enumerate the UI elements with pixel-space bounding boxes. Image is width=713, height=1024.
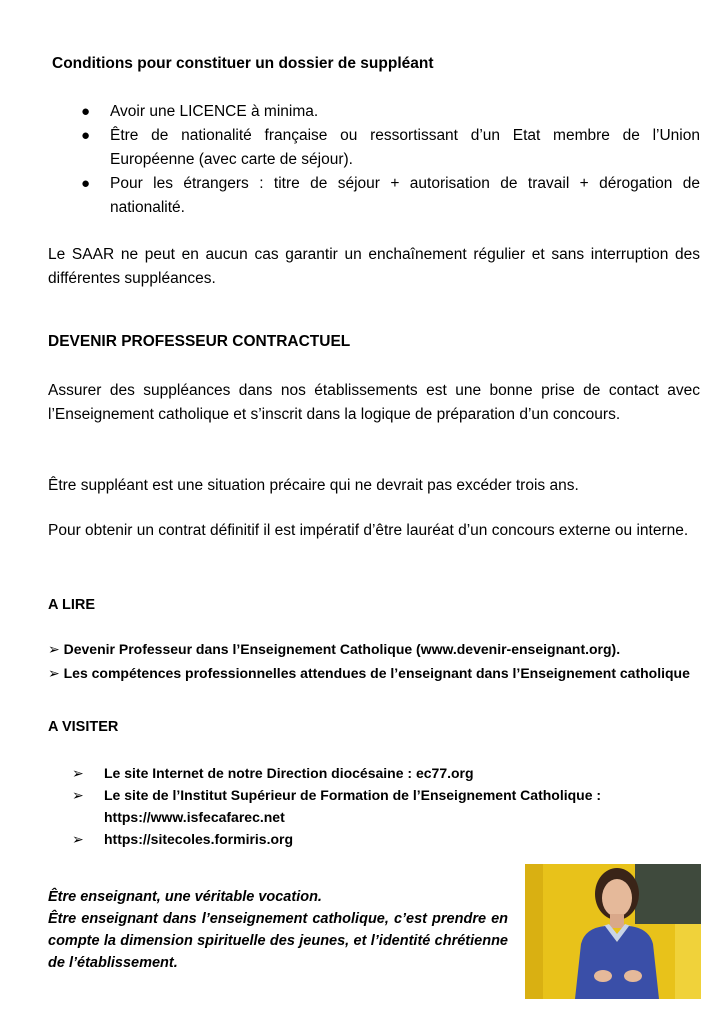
closing-line: Être enseignant, une véritable vocation.: [48, 889, 322, 905]
conditions-heading: Conditions pour constituer un dossier de suppléant: [52, 55, 434, 72]
chevron-right-icon: ➢: [72, 765, 84, 781]
devenir-paragraph: Pour obtenir un contrat définitif il est impératif d’être lauréat d’un concours externe ou interne.: [48, 522, 689, 539]
closing-line: Être enseignant dans l’enseignement catholique, c’est prendre en compte la dimension spirituelle des jeunes, et l’identité chrétienne de l’établissement.: [48, 911, 508, 971]
list-item: ● Être de nationalité française ou ressortissant d’un Etat membre de l’Union Européenne (avec carte de séjour).: [48, 124, 700, 172]
chevron-right-icon: ➢: [72, 831, 84, 847]
list-item: ➢ Le site Internet de notre Direction diocésaine : ec77.org: [48, 762, 668, 784]
devenir-paragraph: Assurer des suppléances dans nos établissements est une bonne prise de contact avec l’Enseignement catholique et s’inscrit dans la logique de préparation d’un concours.: [48, 382, 700, 423]
visit-list: [48, 762, 668, 850]
list-item: ➢ Le site de l’Institut Supérieur de Formation de l’Enseignement Catholique : https://www.isfecafarec.net: [48, 784, 668, 828]
arrowhead-right-icon: ➢: [48, 641, 60, 657]
bullet-dot-icon: ●: [81, 175, 91, 192]
arrowhead-right-icon: ➢: [48, 665, 60, 681]
saar-note: Le SAAR ne peut en aucun cas garantir un enchaînement régulier et sans interruption des différentes suppléances.: [48, 246, 700, 287]
a-lire-heading: A LIRE: [48, 597, 95, 613]
list-item: ➢ https://sitecoles.formiris.org: [48, 828, 668, 850]
closing-text: [48, 886, 508, 974]
list-item: ● Pour les étrangers : titre de séjour + autorisation de travail + dérogation de nationalité.: [48, 172, 700, 220]
teacher-photo: [525, 864, 701, 999]
reading-item: ➢ Devenir Professeur dans l’Enseignement Catholique (www.devenir-enseignant.org).: [48, 641, 621, 657]
list-item: ● Avoir une LICENCE à minima.: [48, 100, 700, 124]
conditions-list: [48, 100, 700, 220]
chevron-right-icon: ➢: [72, 787, 84, 803]
devenir-heading: DEVENIR PROFESSEUR CONTRACTUEL: [48, 333, 351, 350]
reading-item: ➢ Les compétences professionnelles attendues de l’enseignant dans l’Enseignement catholique: [48, 665, 690, 681]
devenir-paragraph: Être suppléant est une situation précaire qui ne devrait pas excéder trois ans.: [48, 477, 579, 494]
teacher-photo-illustration: [525, 864, 701, 999]
a-visiter-heading: A VISITER: [48, 719, 119, 735]
bullet-dot-icon: ●: [81, 103, 91, 120]
bullet-dot-icon: ●: [81, 127, 91, 144]
